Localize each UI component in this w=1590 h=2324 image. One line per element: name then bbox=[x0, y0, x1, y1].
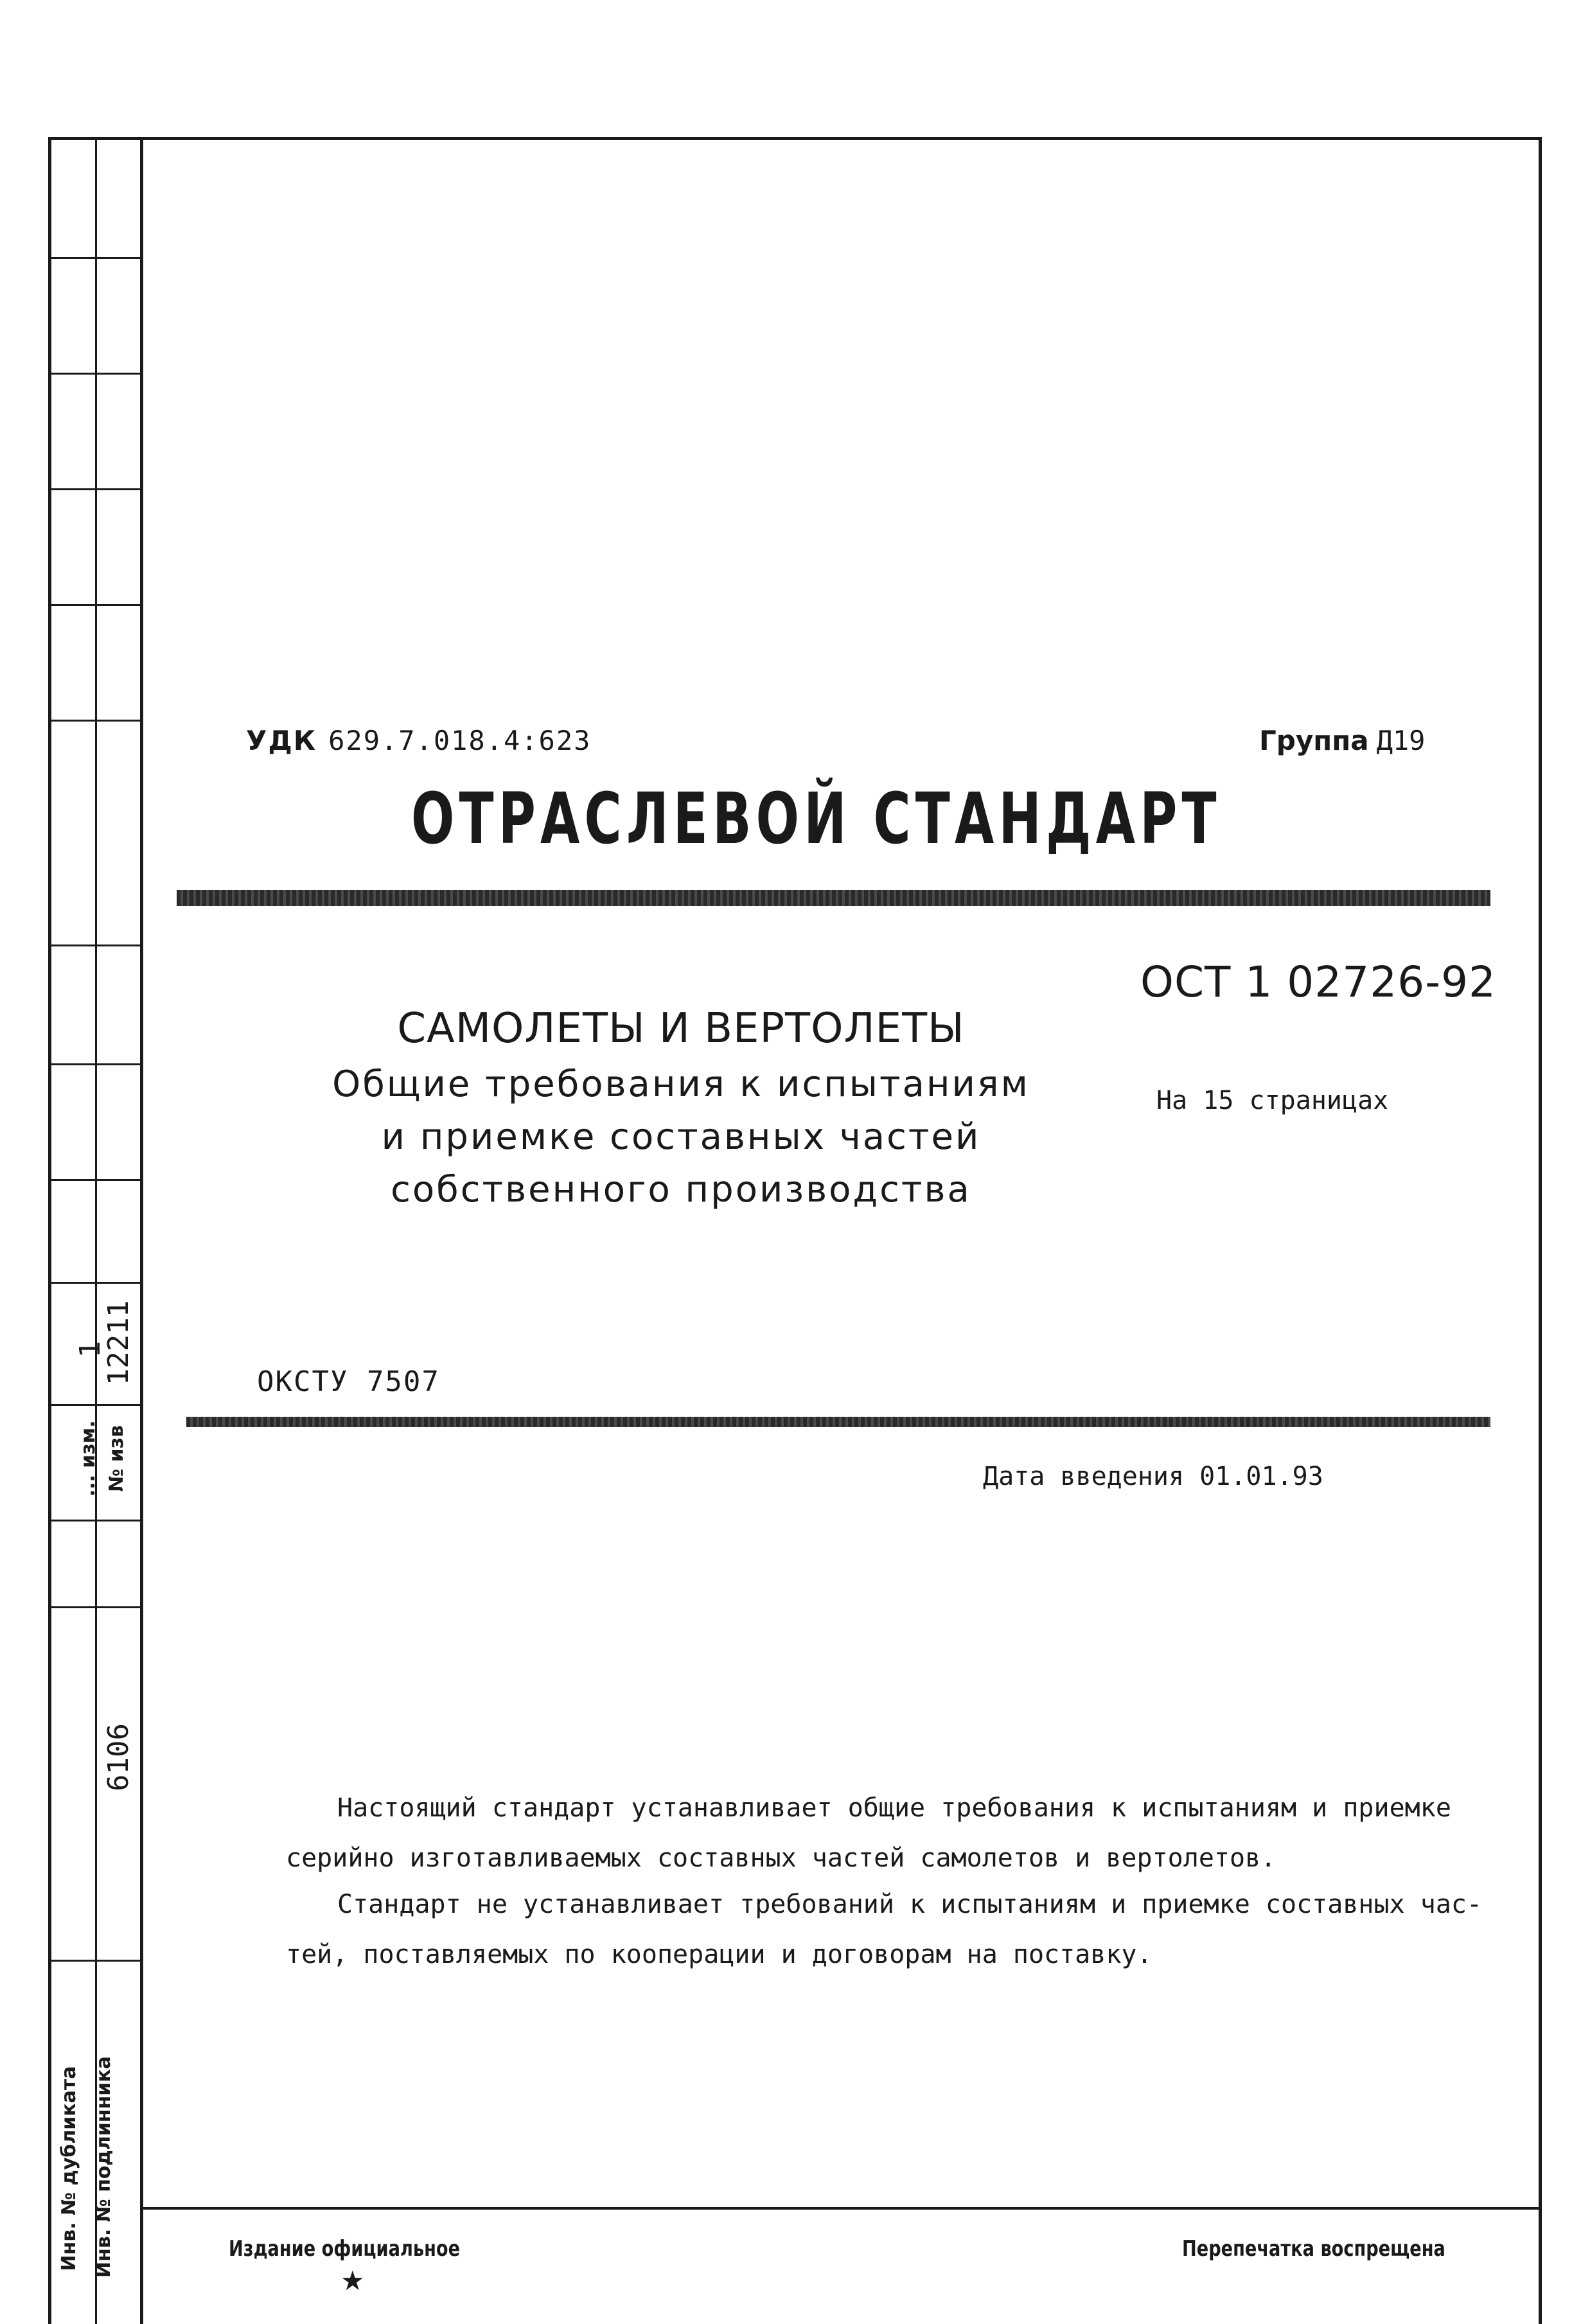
strip-cell-line bbox=[48, 604, 143, 606]
frame-left-border bbox=[48, 137, 51, 2324]
star-icon: ★ bbox=[340, 2266, 365, 2296]
frame-right-border bbox=[1539, 137, 1542, 2324]
paragraph-line: Настоящий стандарт устанавливает общие требования к испытаниям и приемке bbox=[337, 1793, 1451, 1823]
title-line-1: САМОЛЕТЫ И ВЕРТОЛЕТЫ bbox=[397, 1005, 965, 1052]
official-edition-note: Издание официальное bbox=[229, 2236, 461, 2262]
strip-cell-line bbox=[48, 720, 143, 722]
heading-rule bbox=[177, 890, 1490, 906]
udk-value: 629.7.018.4:623 bbox=[328, 725, 592, 756]
side-strip-divider bbox=[95, 137, 97, 2324]
page-count: На 15 страницах bbox=[1156, 1086, 1389, 1115]
change-label: ... изм. bbox=[77, 1420, 100, 1497]
udk-label: УДК bbox=[246, 725, 317, 756]
oksty-code: ОКСТУ 7507 bbox=[257, 1365, 440, 1398]
paragraph-exclusion bbox=[286, 1879, 1483, 1980]
change-number: 1 bbox=[74, 1340, 107, 1358]
notice-label: № изв bbox=[105, 1425, 128, 1492]
group-value: Д19 bbox=[1376, 725, 1426, 756]
original-inventory-number: 6106 bbox=[102, 1723, 135, 1791]
paragraph-line: серийно изготавливаемых составных частей самолетов и вертолетов. bbox=[286, 1843, 1276, 1873]
frame-inner-left-border bbox=[140, 137, 143, 2324]
notice-number: 12211 bbox=[102, 1300, 135, 1386]
strip-cell-line bbox=[48, 257, 143, 259]
original-inventory-label: Инв. № подлинника bbox=[93, 2056, 115, 2278]
frame-top-border bbox=[48, 137, 1542, 140]
strip-cell-line bbox=[48, 945, 143, 946]
document-title bbox=[270, 999, 1092, 1216]
duplicate-inventory-label: Инв. № дубликата bbox=[58, 2066, 80, 2271]
footer-divider bbox=[140, 2207, 1542, 2210]
introduction-date: Дата введения 01.01.93 bbox=[983, 1462, 1323, 1491]
paragraph-line: тей, поставляемых по кооперации и договорам на поставку. bbox=[286, 1940, 1153, 1969]
strip-cell-line bbox=[48, 373, 143, 375]
title-line-4: собственного производства bbox=[391, 1169, 971, 1211]
title-line-3: и приемке составных частей bbox=[381, 1116, 981, 1158]
group-label: Группа bbox=[1259, 725, 1369, 756]
standard-heading: ОТРАСЛЕВОЙ СТАНДАРТ bbox=[411, 777, 1221, 860]
group-line bbox=[1259, 725, 1425, 756]
paragraph-scope bbox=[286, 1783, 1451, 1883]
oksty-rule bbox=[186, 1417, 1490, 1427]
paragraph-line: Стандарт не устанавливает требований к испытаниям и приемке составных час- bbox=[337, 1890, 1483, 1919]
strip-cell-line bbox=[48, 1063, 143, 1065]
strip-cell-line bbox=[48, 1960, 143, 1962]
strip-cell-line bbox=[48, 488, 143, 490]
reprint-prohibited-note: Перепечатка воспрещена bbox=[1182, 2236, 1445, 2262]
udk-line bbox=[246, 725, 591, 756]
strip-cell-line bbox=[48, 1606, 143, 1608]
standard-designation: ОСТ 1 02726-92 bbox=[1140, 957, 1497, 1007]
title-line-2: Общие требования к испытаниям bbox=[332, 1063, 1030, 1105]
strip-cell-line bbox=[48, 1179, 143, 1181]
